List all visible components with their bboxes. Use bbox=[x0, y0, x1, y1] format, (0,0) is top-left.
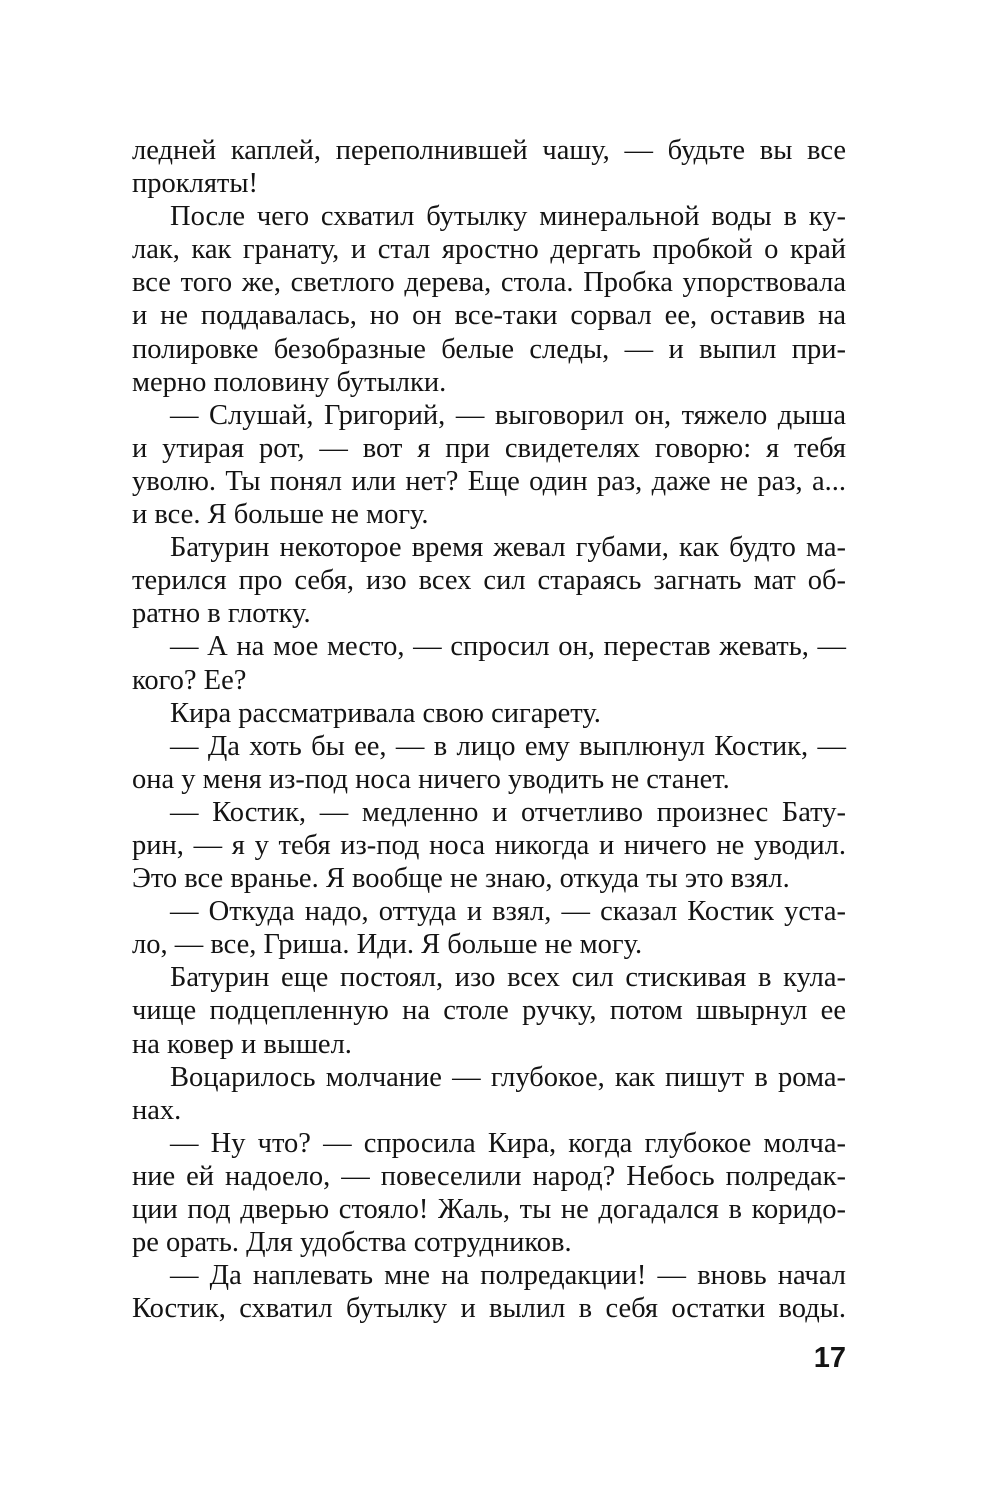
text-line: чище подцепленную на столе ручку, потом швырнул ее bbox=[132, 995, 846, 1027]
text-line: лак, как гранату, и стал яростно дергать пробкой о край bbox=[132, 234, 846, 266]
text-line: и утирая рот, — вот я при свидетелях говорю: я тебя bbox=[132, 432, 846, 464]
text-line: она у меня из-под носа ничего уводить не станет. bbox=[132, 763, 730, 795]
text-line: уволю. Ты понял или нет? Еще один раз, даже не раз, а... bbox=[132, 465, 846, 497]
text-line: — Ну что? — спросила Кира, когда глубокое молча- bbox=[170, 1127, 846, 1159]
text-line: ние ей надоело, — повеселили народ? Небось полредак- bbox=[132, 1160, 846, 1192]
text-line: ло, — все, Гриша. Иди. Я больше не могу. bbox=[132, 929, 643, 961]
text-line: — Откуда надо, оттуда и взял, — сказал Костик уста- bbox=[170, 896, 846, 928]
text-line: — Да хоть бы ее, — в лицо ему выплюнул Костик, — bbox=[170, 730, 846, 762]
text-line: ратно в глотку. bbox=[132, 598, 311, 630]
text-line: мерно половину бутылки. bbox=[132, 366, 447, 398]
text-line: Батурин еще постоял, изо всех сил стискивая в кула- bbox=[170, 962, 846, 994]
page-number: 17 bbox=[813, 1342, 846, 1374]
text-line: и не поддавалась, но он все-таки сорвал ее, оставив на bbox=[132, 300, 846, 332]
text-line: Это все вранье. Я вообще не знаю, откуда ты это взял. bbox=[132, 863, 790, 895]
text-line: — А на мое место, — спросил он, перестав жевать, — bbox=[170, 631, 846, 663]
text-line: ре орать. Для удобства сотрудников. bbox=[132, 1227, 572, 1259]
text-line: рин, — я у тебя из-под носа никогда и ничего не уводил. bbox=[132, 829, 846, 861]
text-line: — Костик, — медленно и отчетливо произнес Бату- bbox=[170, 796, 846, 828]
text-line: и все. Я больше не могу. bbox=[132, 499, 429, 531]
text-line: нах. bbox=[132, 1094, 182, 1126]
text-line: Костик, схватил бутылку и вылил в себя остатки воды. bbox=[132, 1293, 846, 1325]
text-line: Воцарилось молчание — глубокое, как пишут в рома- bbox=[170, 1061, 846, 1093]
text-line: — Слушай, Григорий, — выговорил он, тяжело дыша bbox=[170, 399, 846, 431]
text-line: — Да наплевать мне на полредакции! — вновь начал bbox=[170, 1260, 846, 1292]
text-line: ледней каплей, переполнившей чашу, — будьте вы все bbox=[132, 135, 846, 166]
text-line: ции под дверью стояло! Жаль, ты не догадался в коридо- bbox=[132, 1194, 846, 1225]
text-line: После чего схватил бутылку минеральной воды в ку- bbox=[170, 201, 846, 233]
text-line: терился про себя, изо всех сил стараясь загнать мат об- bbox=[132, 565, 846, 597]
text-line: прокляты! bbox=[132, 168, 259, 200]
page-text bbox=[132, 134, 846, 1325]
text-line: полировке безобразные белые следы, — и выпил при- bbox=[132, 333, 846, 365]
text-line: на ковер и вышел. bbox=[132, 1028, 352, 1060]
text-line: все того же, светлого дерева, стола. Пробка упорствовала bbox=[132, 267, 846, 299]
text-line: кого? Ее? bbox=[132, 664, 247, 696]
text-line: Кира рассматривала свою сигарету. bbox=[170, 697, 601, 729]
text-line: Батурин некоторое время жевал губами, как будто ма- bbox=[170, 532, 846, 564]
